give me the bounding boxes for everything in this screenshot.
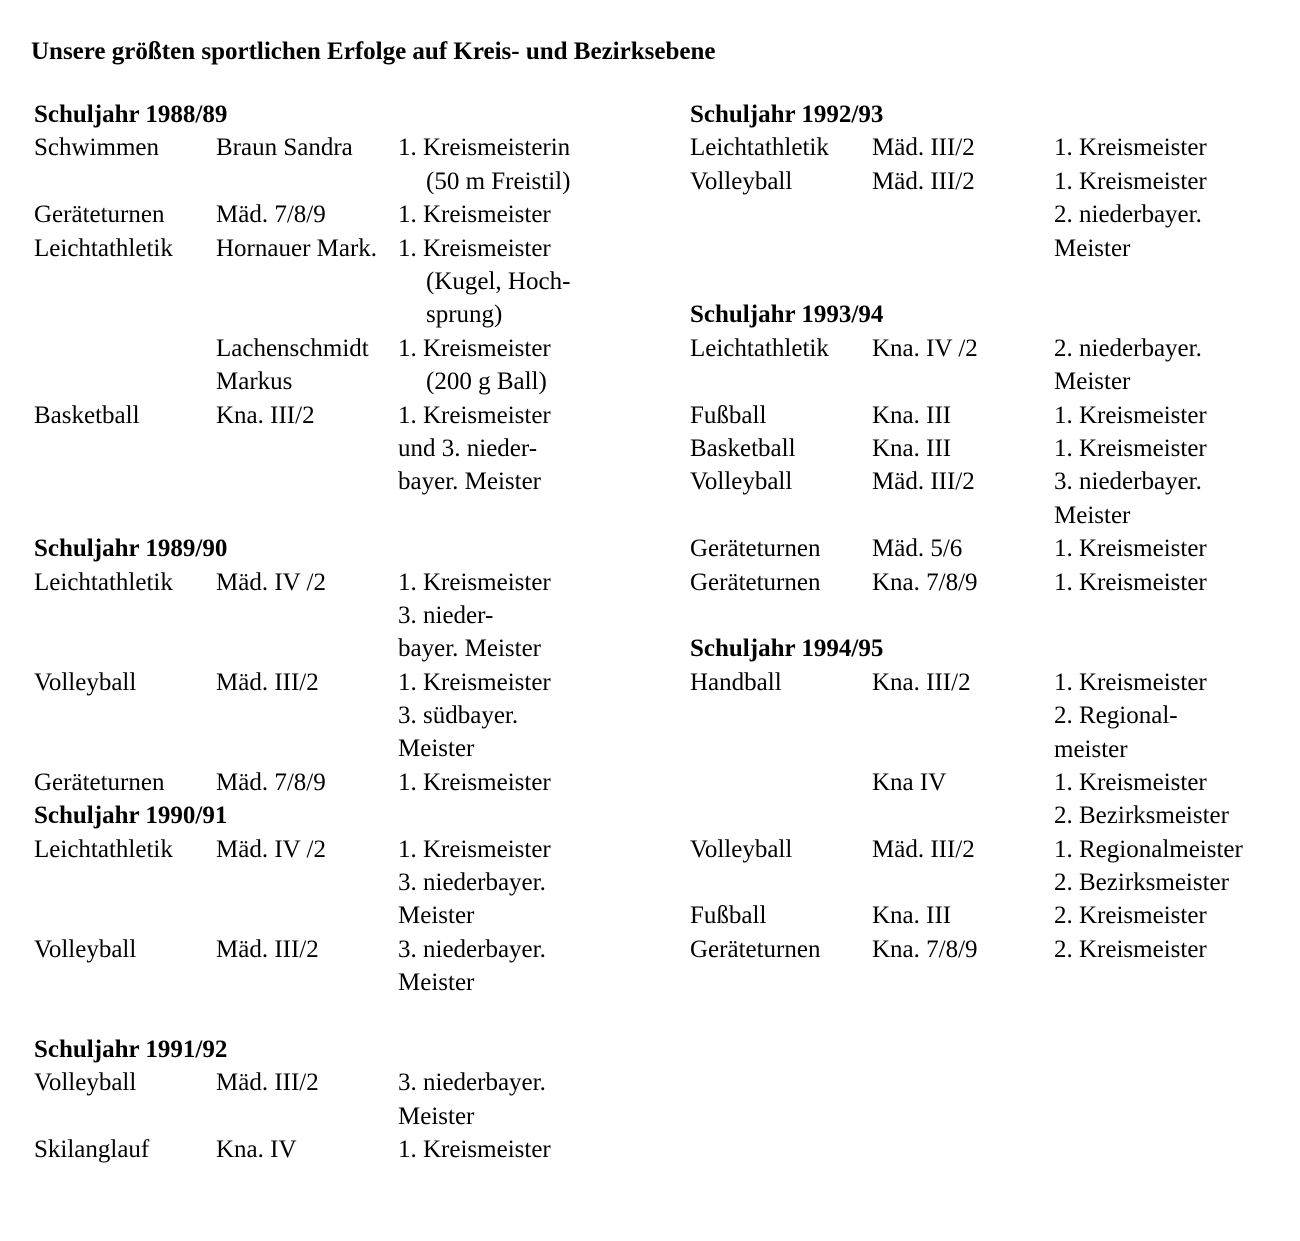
- result-line: 1. Kreismeister: [1054, 768, 1207, 796]
- sport-cell: Skilanglauf: [34, 1136, 150, 1164]
- result-row: [690, 666, 1290, 766]
- team-line: Kna. III/2: [872, 668, 971, 696]
- result-line: Meister: [398, 969, 475, 997]
- result-line: 1. Kreismeister: [1054, 668, 1207, 696]
- sport-cell: Schwimmen: [34, 134, 159, 162]
- result-line: Meister: [398, 902, 475, 930]
- section-spacer: [34, 1000, 634, 1033]
- team-cell: [872, 399, 1054, 432]
- result-row: [34, 198, 634, 231]
- result-line: 1. Kreismeister: [1054, 535, 1207, 563]
- result-line: 2. Bezirksmeister: [1054, 869, 1229, 897]
- season-section: [34, 799, 634, 1033]
- sport-cell: Geräteturnen: [34, 201, 165, 229]
- result-line: 2. Bezirksmeister: [1054, 802, 1229, 830]
- season-section: [34, 532, 634, 799]
- result-row: [34, 566, 634, 666]
- result-line: 1. Kreismeister: [398, 568, 551, 596]
- season-section: [690, 298, 1290, 632]
- result-line: 2. niederbayer.: [1054, 201, 1202, 229]
- team-cell: [216, 131, 398, 198]
- season-section: [690, 632, 1290, 966]
- team-cell: [216, 198, 398, 231]
- team-line: Mäd. 7/8/9: [216, 201, 326, 229]
- result-cell: [1054, 432, 1290, 465]
- result-cell: [398, 232, 634, 332]
- result-line: 1. Kreismeister: [398, 1136, 551, 1164]
- season-heading: Schuljahr 1992/93: [690, 101, 884, 128]
- result-row: [34, 1066, 634, 1133]
- result-row: [34, 1133, 634, 1166]
- team-cell: [872, 766, 1054, 833]
- sport-cell: Volleyball: [34, 935, 137, 963]
- result-cell: [1054, 165, 1290, 265]
- result-cell: [398, 1066, 634, 1133]
- result-cell: [1054, 332, 1290, 399]
- team-cell: [216, 766, 398, 799]
- season-heading: Schuljahr 1994/95: [690, 635, 884, 663]
- result-line: (50 m Freistil): [426, 167, 571, 195]
- result-line: 3. niederbayer.: [398, 935, 546, 963]
- result-cell: [398, 566, 634, 666]
- team-cell: [216, 933, 398, 1000]
- sport-cell: Leichtathletik: [34, 835, 173, 863]
- team-cell: [872, 833, 1054, 900]
- result-row: [690, 566, 1290, 599]
- result-cell: [1054, 465, 1290, 532]
- right-column: [690, 98, 1290, 966]
- result-line: 1. Kreismeister: [398, 668, 551, 696]
- result-line: 1. Kreismeister: [1054, 401, 1207, 429]
- team-line: Kna. III: [872, 401, 952, 429]
- result-line: bayer. Meister: [398, 635, 542, 663]
- result-row: [34, 933, 634, 1000]
- result-row: [690, 899, 1290, 932]
- result-row: [34, 232, 634, 332]
- result-line: 3. südbayer.: [398, 702, 519, 730]
- result-line: (Kugel, Hoch-: [426, 267, 571, 295]
- result-line: 1. Kreismeister: [398, 201, 551, 229]
- sport-cell: Fußball: [690, 902, 767, 930]
- result-row: [690, 766, 1290, 833]
- result-line: 1. Kreismeister: [398, 768, 551, 796]
- team-line: Mäd. III/2: [216, 668, 319, 696]
- team-cell: [216, 1133, 398, 1166]
- result-row: [34, 131, 634, 198]
- result-cell: [1054, 566, 1290, 599]
- result-row: [690, 131, 1290, 164]
- result-cell: [1054, 532, 1290, 565]
- team-line: Mäd. III/2: [216, 935, 319, 963]
- result-line: Meister: [398, 1102, 475, 1130]
- result-line: 1. Regionalmeister: [1054, 835, 1243, 863]
- result-cell: [398, 198, 634, 231]
- section-spacer: [690, 599, 1290, 632]
- result-cell: [398, 766, 634, 799]
- sport-cell: Volleyball: [34, 668, 137, 696]
- result-line: sprung): [426, 301, 503, 329]
- result-line: 3. niederbayer.: [398, 1069, 546, 1097]
- result-cell: [1054, 766, 1290, 833]
- result-line: Meister: [1054, 501, 1131, 529]
- team-cell: [872, 933, 1054, 966]
- team-line: Mäd. 5/6: [872, 535, 963, 563]
- sport-cell: Geräteturnen: [690, 535, 821, 563]
- team-cell: [216, 232, 398, 332]
- left-column: [34, 98, 634, 1167]
- sport-cell: [690, 766, 872, 833]
- result-line: 2. Regional-: [1054, 702, 1178, 730]
- team-line: Kna. III: [872, 434, 952, 462]
- result-line: Meister: [398, 735, 475, 763]
- result-line: 1. Kreismeister: [1054, 434, 1207, 462]
- team-line: Mäd. III/2: [872, 167, 975, 195]
- team-cell: [872, 465, 1054, 532]
- season-heading: Schuljahr 1993/94: [690, 301, 884, 329]
- result-row: [690, 165, 1290, 265]
- sport-cell: Basketball: [34, 401, 140, 429]
- section-spacer: [34, 499, 634, 532]
- team-line: Kna IV: [872, 768, 947, 796]
- result-line: 1. Kreismeister: [1054, 134, 1207, 162]
- result-line: bayer. Meister: [398, 468, 542, 496]
- result-line: 3. niederbayer.: [1054, 468, 1202, 496]
- season-section: [34, 1033, 634, 1167]
- result-row: [690, 833, 1290, 900]
- team-cell: [216, 332, 398, 399]
- result-line: 2. Kreismeister: [1054, 935, 1207, 963]
- season-section: [690, 98, 1290, 298]
- sport-cell: Volleyball: [690, 468, 793, 496]
- team-line: Kna. III: [872, 902, 952, 930]
- result-row: [34, 399, 634, 499]
- team-line: Mäd. 7/8/9: [216, 768, 326, 796]
- sport-cell: [34, 332, 216, 399]
- result-line: 1. Kreismeister: [398, 401, 551, 429]
- sport-cell: Fußball: [690, 401, 767, 429]
- section-spacer: [690, 265, 1290, 298]
- sport-cell: Volleyball: [690, 167, 793, 195]
- result-line: 1. Kreismeister: [398, 334, 551, 362]
- team-line: Braun Sandra: [216, 134, 353, 162]
- team-line: Kna. 7/8/9: [872, 935, 978, 963]
- result-row: [690, 399, 1290, 432]
- result-line: 2. niederbayer.: [1054, 334, 1202, 362]
- team-cell: [872, 165, 1054, 265]
- result-cell: [1054, 399, 1290, 432]
- team-cell: [216, 1066, 398, 1133]
- team-line: Lachenschmidt: [216, 334, 369, 362]
- team-cell: [216, 666, 398, 766]
- season-heading: Schuljahr 1988/89: [34, 101, 228, 128]
- sport-cell: Geräteturnen: [690, 935, 821, 963]
- result-line: 1. Kreismeister: [1054, 167, 1207, 195]
- sport-cell: Volleyball: [690, 835, 793, 863]
- result-line: 2. Kreismeister: [1054, 902, 1207, 930]
- result-cell: [1054, 131, 1290, 164]
- result-line: 1. Kreismeister: [398, 835, 551, 863]
- sport-cell: Basketball: [690, 434, 796, 462]
- page-title: Unsere größten sportlichen Erfolge auf Kreis- und Bezirksebene: [31, 38, 716, 65]
- season-section: [34, 98, 634, 532]
- sport-cell: Leichtathletik: [34, 234, 173, 262]
- result-line: und 3. nieder-: [398, 434, 538, 462]
- sport-cell: Geräteturnen: [34, 768, 165, 796]
- season-heading: Schuljahr 1990/91: [34, 802, 228, 830]
- team-line: Hornauer Mark.: [216, 234, 378, 262]
- team-line: Mäd. IV /2: [216, 835, 326, 863]
- team-cell: [872, 432, 1054, 465]
- team-cell: [872, 666, 1054, 766]
- team-cell: [216, 566, 398, 666]
- result-line: Meister: [1054, 368, 1131, 396]
- team-cell: [216, 399, 398, 499]
- sport-cell: Leichtathletik: [34, 568, 173, 596]
- result-cell: [398, 131, 634, 198]
- team-line: Kna. IV: [216, 1136, 297, 1164]
- sport-cell: Leichtathletik: [690, 134, 829, 162]
- team-cell: [872, 532, 1054, 565]
- team-line: Kna. III/2: [216, 401, 315, 429]
- team-cell: [872, 332, 1054, 399]
- team-line: Kna. IV /2: [872, 334, 978, 362]
- team-line: Kna. 7/8/9: [872, 568, 978, 596]
- team-line: Markus: [216, 368, 293, 396]
- team-line: Mäd. III/2: [216, 1069, 319, 1097]
- result-cell: [398, 833, 634, 933]
- result-line: 3. nieder-: [398, 601, 494, 629]
- sport-cell: Handball: [690, 668, 782, 696]
- result-cell: [1054, 933, 1290, 966]
- result-line: meister: [1054, 735, 1128, 763]
- team-line: Mäd. III/2: [872, 468, 975, 496]
- team-cell: [872, 566, 1054, 599]
- result-line: Meister: [1054, 234, 1131, 262]
- result-row: [690, 332, 1290, 399]
- team-line: Mäd. III/2: [872, 835, 975, 863]
- team-line: Mäd. IV /2: [216, 568, 326, 596]
- result-row: [34, 766, 634, 799]
- result-line: 1. Kreismeister: [1054, 568, 1207, 596]
- result-cell: [398, 666, 634, 766]
- result-cell: [1054, 899, 1290, 932]
- result-cell: [1054, 666, 1290, 766]
- result-line: (200 g Ball): [426, 368, 547, 396]
- sport-cell: Geräteturnen: [690, 568, 821, 596]
- result-row: [34, 666, 634, 766]
- result-row: [690, 532, 1290, 565]
- sport-cell: Leichtathletik: [690, 334, 829, 362]
- team-line: Mäd. III/2: [872, 134, 975, 162]
- result-cell: [398, 933, 634, 1000]
- team-cell: [872, 131, 1054, 164]
- result-row: [690, 933, 1290, 966]
- team-cell: [216, 833, 398, 933]
- result-row: [690, 432, 1290, 465]
- team-cell: [872, 899, 1054, 932]
- result-cell: [398, 1133, 634, 1166]
- season-heading: Schuljahr 1991/92: [34, 1036, 228, 1063]
- season-heading: Schuljahr 1989/90: [34, 535, 228, 563]
- result-row: [34, 332, 634, 399]
- result-line: 3. niederbayer.: [398, 869, 546, 897]
- result-cell: [398, 332, 634, 399]
- result-cell: [398, 399, 634, 499]
- result-row: [34, 833, 634, 933]
- result-row: [690, 465, 1290, 532]
- result-cell: [1054, 833, 1290, 900]
- result-line: 1. Kreismeister: [398, 234, 551, 262]
- sport-cell: Volleyball: [34, 1069, 137, 1097]
- result-line: 1. Kreismeisterin: [398, 134, 571, 162]
